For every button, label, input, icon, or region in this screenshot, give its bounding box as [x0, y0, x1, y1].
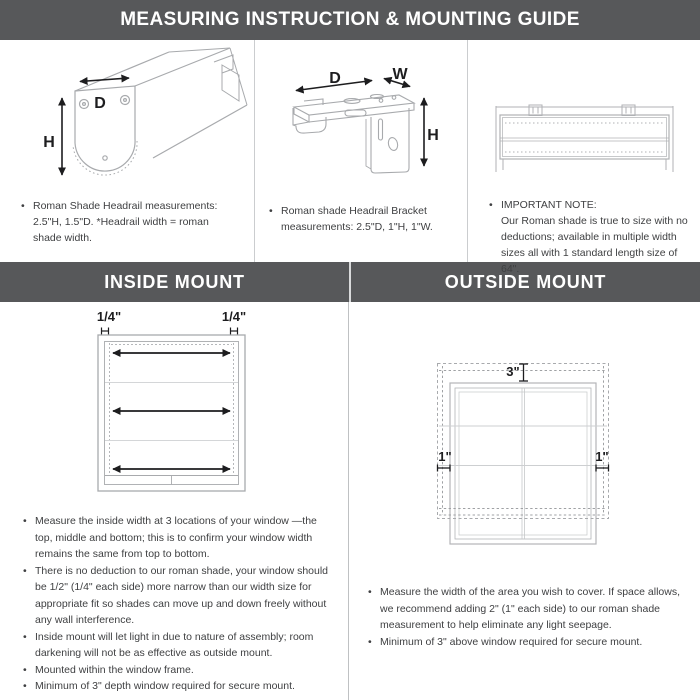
important-note-body: Our Roman shade is true to size with no deductions; available in multiple width sizes all with 1 standard length size of 64".	[501, 215, 688, 275]
bullet-item: • Minimum of 3" depth window required for secure mount.	[22, 678, 334, 695]
important-note-title: • IMPORTANT NOTE:	[501, 199, 597, 211]
outside-mount-heading: OUTSIDE MOUNT	[351, 262, 700, 302]
bullet-item: • Measure the width of the area you wish to cover. If space allows, we recommend adding 2" (1" each side) to our roman shade measurement to help eliminate any light seepage.	[367, 584, 685, 634]
inside-window-drawing	[98, 335, 245, 491]
important-note-column	[468, 40, 700, 275]
bullet-item	[488, 197, 694, 277]
bullet-item: • There is no deduction to our roman shade, your window should be 1/2" (1/4" each side) more narrow than our width size for appropriate fit so shades can move up and down freely without any wall interference.	[22, 563, 334, 629]
headrail-front-drawing	[496, 105, 673, 172]
bracket-dimension-arrows	[296, 79, 424, 167]
bullet-item: • Minimum of 3" above window required for secure mount.	[367, 634, 685, 651]
bracket-height-label: H	[427, 127, 439, 144]
inside-right-gap-label: 1/4"	[221, 309, 247, 324]
bracket-width-label: W	[392, 66, 408, 83]
inside-mount-heading: INSIDE MOUNT	[0, 262, 349, 302]
bullet-item: • Roman shade Headrail Bracket measurements: 2.5"D, 1"H, 1"W.	[268, 203, 460, 235]
headrail-depth-label: D	[94, 95, 106, 112]
inside-mount-diagram	[59, 305, 289, 507]
inside-gap-measure-marks	[102, 328, 238, 335]
top-section	[0, 40, 700, 275]
mount-section	[0, 302, 700, 700]
page-title: MEASURING INSTRUCTION & MOUNTING GUIDE	[0, 0, 700, 40]
bracket-drawing	[293, 95, 414, 174]
headrail-front-diagram	[479, 60, 691, 190]
outside-mount-notes	[367, 584, 685, 650]
bullet-item: • Measure the inside width at 3 locations of your window —the top, middle and bottom; this is to confirm your window width remains the same from top to bottom.	[22, 513, 334, 563]
headrail-notes	[20, 198, 225, 246]
headrail-height-label: H	[43, 134, 55, 151]
outside-left-gap-label: 1"	[438, 449, 452, 464]
inside-mount-column	[0, 302, 349, 700]
bullet-item: • Inside mount will let light in due to nature of assembly; room darkening will not be as effective as outside mount.	[22, 629, 334, 662]
headrail-column	[0, 40, 255, 262]
headrail-diagram	[18, 44, 253, 196]
bracket-depth-label: D	[329, 70, 341, 87]
outside-top-gap-label: 3"	[506, 364, 520, 379]
inside-mount-notes	[22, 513, 334, 695]
inside-width-measure-arrows	[113, 353, 230, 469]
bracket-notes	[268, 203, 460, 235]
bullet-item: • Mounted within the window frame.	[22, 662, 334, 679]
inside-left-gap-label: 1/4"	[96, 309, 122, 324]
bullet-item: • Roman Shade Headrail measurements: 2.5"H, 1.5"D. *Headrail width = roman shade width.	[20, 198, 225, 246]
important-note	[488, 197, 694, 277]
outside-mount-diagram	[399, 340, 649, 568]
outside-mount-column	[349, 302, 699, 700]
bracket-column	[255, 40, 468, 262]
outside-measure-marks	[438, 364, 609, 472]
bracket-diagram	[260, 45, 465, 195]
outside-right-gap-label: 1"	[595, 449, 609, 464]
outside-window-drawing	[438, 364, 609, 545]
